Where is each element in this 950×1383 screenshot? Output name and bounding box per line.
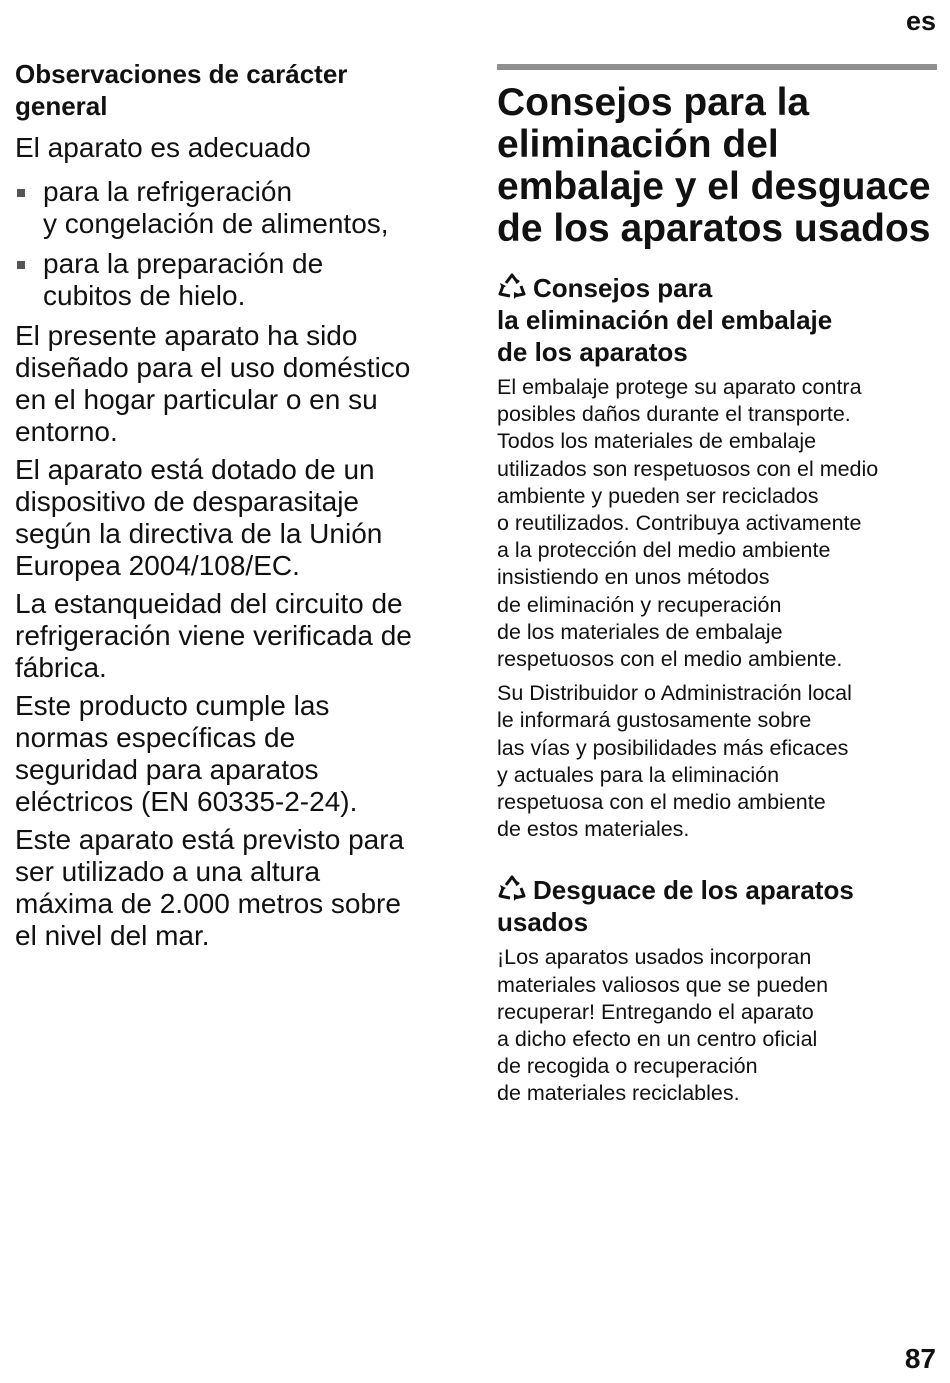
text-line: a dicho efecto en un centro oficial [497, 1027, 818, 1052]
text-line: utilizados son respetuosos con el medio [497, 456, 879, 481]
text-line: eléctricos (EN 60335-2-24). [15, 786, 358, 817]
packaging-paragraph [497, 374, 937, 673]
text-line: el nivel del mar. [15, 920, 210, 951]
text-line: Todos los materiales de embalaje [497, 429, 817, 454]
text-line: materiales valiosos que se pueden [497, 972, 829, 997]
bullet-square-icon [17, 261, 25, 269]
paragraph-domestic-use [15, 320, 455, 448]
language-label: es [905, 6, 936, 36]
text-line: de eliminación y recuperación [497, 592, 782, 617]
bullet-square-icon [17, 189, 25, 197]
text-line: de los materiales de embalaje [497, 619, 783, 644]
heading-line: de los aparatos [497, 337, 688, 367]
recycle-icon [497, 874, 527, 902]
right-column [497, 64, 937, 1115]
text-line: El presente aparato ha sido [15, 320, 358, 351]
text-line: según la directiva de la Unión [15, 518, 383, 549]
text-line: Este aparato está previsto para [15, 824, 405, 855]
left-column [15, 58, 455, 958]
text-line: fábrica. [15, 652, 107, 683]
title-line: embalaje y el desguace [497, 165, 931, 208]
title-line: de los aparatos usados [497, 207, 931, 250]
text-line: recuperar! Entregando el aparato [497, 999, 814, 1024]
recycle-icon [497, 272, 527, 300]
text-line: dispositivo de desparasitaje [15, 486, 359, 517]
text-line: para la preparación de [43, 248, 324, 279]
paragraph-interference [15, 454, 455, 582]
text-line: a la protección del medio ambiente [497, 538, 831, 563]
text-line: refrigeración viene verificada de [15, 620, 412, 651]
text-line: respetuosos con el medio ambiente. [497, 647, 843, 672]
text-line: de materiales reciclables. [497, 1081, 740, 1106]
text-line: para la refrigeración [43, 176, 293, 207]
text-line: La estanqueidad del circuito de [15, 588, 403, 619]
distributor-paragraph [497, 680, 937, 843]
text-line: posibles daños durante el transporte. [497, 402, 851, 427]
text-line: de recogida o recuperación [497, 1054, 758, 1079]
text-line: Europea 2004/108/EC. [15, 550, 300, 581]
text-line: seguridad para aparatos [15, 754, 319, 785]
packaging-disposal-heading [497, 272, 937, 368]
text-line: insistiendo en unos métodos [497, 565, 770, 590]
text-line: normas específicas de [15, 722, 296, 753]
paragraph-safety [15, 690, 455, 818]
old-appliances-paragraph [497, 944, 937, 1107]
text-line: en el hogar particular o en su [15, 384, 378, 415]
text-line: ambiente y pueden ser reciclados [497, 483, 819, 508]
title-line: Consejos para la [497, 81, 810, 124]
text-line: ser utilizado a una altura [15, 856, 321, 887]
text-line: cubitos de hielo. [43, 280, 246, 311]
general-remarks-heading [15, 58, 455, 122]
heading-line: usados [497, 907, 589, 938]
heading-line: Desguace de los aparatos [533, 875, 854, 906]
text-line: y congelación de alimentos, [43, 208, 389, 239]
paragraph-circuit [15, 588, 455, 684]
text-line: y actuales para la eliminación [497, 762, 780, 787]
heading-line: Consejos para [533, 273, 713, 303]
heading-line: general [15, 91, 108, 121]
text-line: El aparato está dotado de un [15, 454, 375, 485]
page-number: 87 [904, 1343, 936, 1374]
heading-line: la eliminación del embalaje [497, 305, 833, 335]
text-line: las vías y posibilidades más eficaces [497, 735, 849, 760]
text-line: diseñado para el uso doméstico [15, 352, 411, 383]
paragraph-altitude [15, 824, 455, 952]
text-line: El embalaje protege su aparato contra [497, 375, 862, 399]
text-line: le informará gustosamente sobre [497, 708, 812, 733]
text-line: o reutilizados. Contribuya activamente [497, 511, 862, 536]
heading-line: Observaciones de carácter [15, 59, 348, 89]
appliance-disposal-heading [497, 874, 937, 938]
text-line: Este producto cumple las [15, 690, 330, 721]
text-line: de estos materiales. [497, 817, 690, 842]
section-divider [497, 64, 937, 70]
disposal-title [497, 82, 937, 250]
text-line: ¡Los aparatos usados incorporan [497, 945, 812, 970]
intro-text: El aparato es adecuado [15, 132, 311, 163]
list-item [15, 248, 455, 312]
text-line: entorno. [15, 416, 118, 447]
title-line: eliminación del [497, 123, 779, 166]
suitability-list [15, 176, 455, 312]
text-line: Su Distribuidor o Administración local [497, 681, 852, 706]
text-line: respetuosa con el medio ambiente [497, 790, 826, 815]
list-item [15, 176, 455, 240]
text-line: máxima de 2.000 metros sobre [15, 888, 401, 919]
